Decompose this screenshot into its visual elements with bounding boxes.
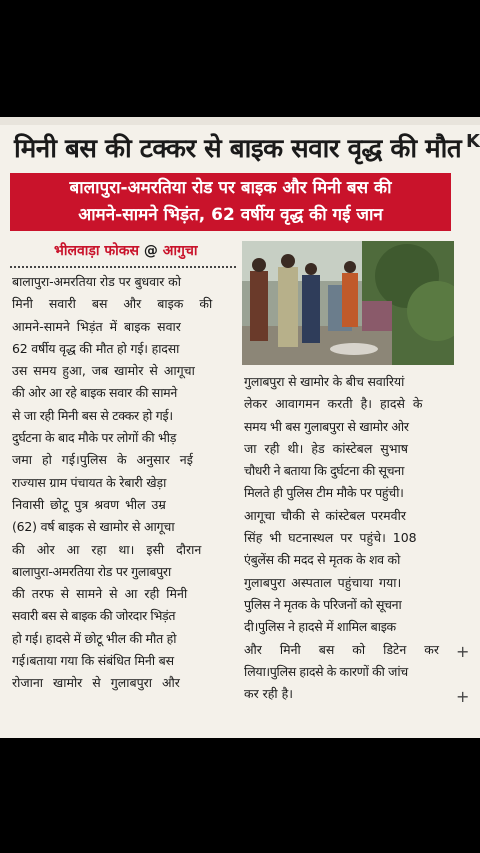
article-line: से जा रही मिनी बस से टक्कर हो गई। — [12, 407, 173, 423]
article-line: बालापुरा-अमरतिया रोड पर गुलाबपुरा — [12, 563, 171, 579]
article-line: जा रही थी। हेड कांस्टेबल सुभाष — [244, 440, 408, 456]
article-line: दी।पुलिस ने हादसे में शामिल बाइक — [244, 619, 396, 635]
article-line: (62) वर्ष बाइक से खामोर से आगूचा — [12, 519, 175, 535]
article-line: रोजाना खामोर से गुलाबपुरा और — [12, 675, 180, 691]
article-line: गुलाबपुरा अस्पताल पहुंचाया गया। — [244, 574, 402, 590]
subheadline-banner — [10, 173, 451, 231]
article-line: सिंह भी घटनास्थल पर पहुंचे। 108 — [244, 530, 417, 546]
article-line: 62 वर्षीय वृद्ध की मौत हो गई। हादसा — [12, 340, 180, 356]
article-line: और मिनी बस को डिटेन कर — [244, 641, 439, 657]
accident-scene-photo — [242, 241, 454, 365]
article-line: की ओर आ रहे बाइक सवार की सामने — [12, 385, 177, 401]
newspaper-clipping — [0, 117, 480, 738]
article-line: बालापुरा-अमरतिया रोड पर बुधवार को — [12, 274, 181, 289]
article-line: उस समय हुआ, जब खामोर से आगूचा — [12, 363, 195, 379]
article-line: आमने-सामने भिड़ंत में बाइक सवार — [12, 318, 181, 334]
article-line: मिनी सवारी बस और बाइक की — [12, 296, 213, 312]
article-line: की ओर आ रहा था। इसी दौरान — [12, 541, 202, 557]
article-line: मिलते ही पुलिस टीम मौके पर पहुंची। — [244, 485, 404, 501]
subheadline-line-2: आमने-सामने भिड़ंत, 62 वर्षीय वृद्ध की गई जान — [78, 205, 383, 225]
article-line: जमा हो गई।पुलिस के अनुसार नई — [12, 452, 193, 468]
photo-illustration — [242, 241, 454, 365]
article-line: एंबुलेंस की मदद से मृतक के शव को — [244, 552, 401, 568]
crosshair-mark: + — [456, 687, 470, 706]
subheadline-line-1: बालापुरा-अमरतिया रोड पर बाइक और मिनी बस की — [69, 178, 392, 198]
article-line: गई।बताया गया कि संबंधित मिनी बस — [12, 653, 174, 669]
article-line: चौधरी ने बताया कि दुर्घटना की सूचना — [244, 463, 404, 479]
headline: मिनी बस की टक्कर से बाइक सवार वृद्ध की मौत — [14, 134, 462, 164]
article-line: लेकर आवागमन करती है। हादसे के — [244, 396, 423, 412]
byline — [54, 241, 197, 260]
article-column-1 — [12, 271, 236, 695]
top-strip — [0, 117, 480, 125]
article-line: आगूचा चौकी से कांस्टेबल परमवीर — [244, 507, 406, 523]
article-line: हो गई। हादसे में छोटू भील की मौत हो — [12, 630, 177, 646]
article-line: कर रही है। — [244, 686, 294, 702]
article-column-2 — [244, 371, 456, 705]
article-line: राज्यास ग्राम पंचायत के रेबारी खेड़ा — [12, 474, 167, 490]
article-line: सवारी बस से बाइक की जोरदार भिड़ंत — [12, 608, 176, 624]
dotted-divider — [10, 266, 236, 268]
article-line: पुलिस ने मृतक के परिजनों को सूचना — [244, 596, 402, 612]
cutoff-letter: K — [466, 131, 480, 152]
article-line: लिया।पुलिस हादसे के कारणों की जांच — [244, 663, 408, 679]
article-line: दुर्घटना के बाद मौके पर लोगों की भीड़ — [12, 430, 177, 446]
article-line: निवासी छोटू पुत्र श्रवण भील उम्र — [12, 496, 166, 512]
article-line: समय भी बस गुलाबपुरा से खामोर ओर — [244, 418, 409, 434]
crosshair-mark: + — [456, 642, 470, 661]
article-line: गुलाबपुरा से खामोर के बीच सवारियां — [244, 374, 405, 389]
byline-place: आगुचा — [162, 243, 198, 259]
byline-at: @ — [143, 243, 158, 259]
byline-source: भीलवाड़ा फोकस — [54, 243, 139, 259]
article-line: की तरफ से सामने से आ रही मिनी — [12, 586, 188, 602]
